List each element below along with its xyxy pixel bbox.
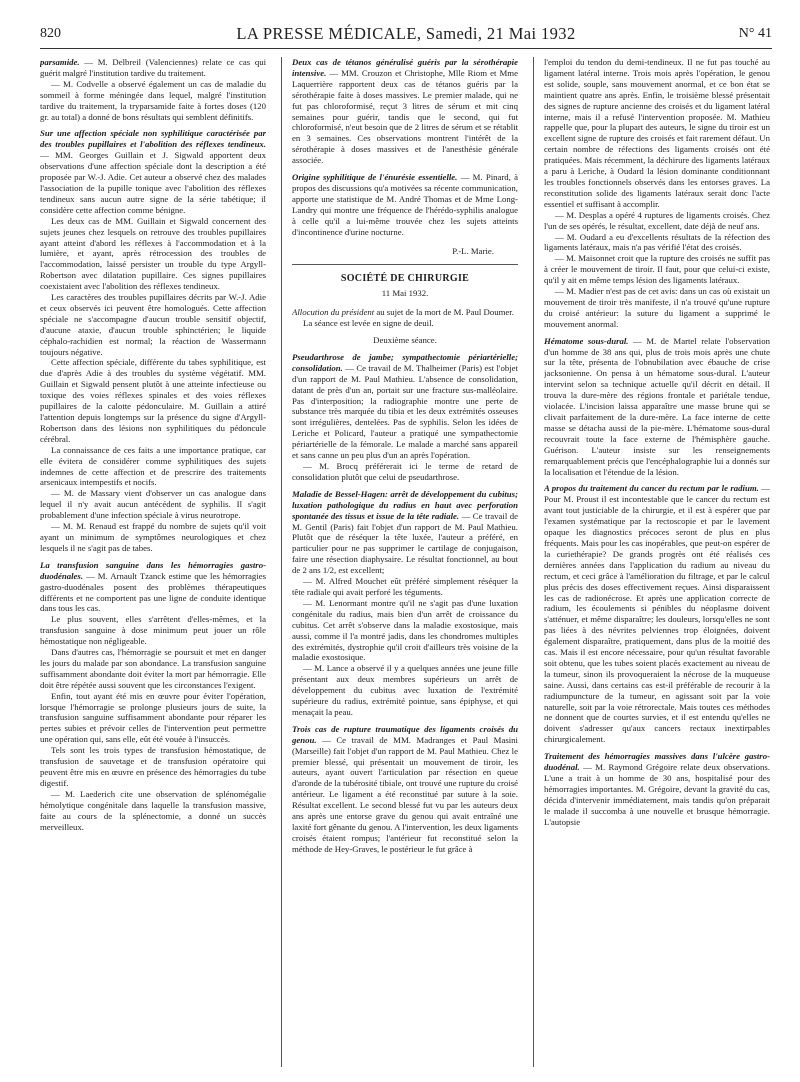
report-title: Maladie de Bessel-Hagen: arrêt de développement du cubitus; luxation pathologique du radius en haut avec perforation spontanée des tissus et issue de la tête radiale. bbox=[292, 488, 518, 521]
body-paragraph: Les deux cas de MM. Guillain et Sigwald concernent des sujets jeunes chez lesquels on retrouve des troubles pupillaires ayant atteint d'abord les réflexes à l'accommodation et à la lumière, et ayant, après rétrocession des troubles de l'accommodation, laissé persister un trouble du type Argyll-Robertson avec dilatation pupillaire. Ces signes pupillaires coexistaient avec l'abolition des réflexes tendineux. bbox=[40, 215, 266, 292]
report-text: — Ce travail de MM. Madranges et Paul Masini (Marseille) fait l'objet d'un rapport de M. Paul Mathieu. Chez le premier blessé, qui présentait un mouvement de tiroir, les auteurs, ayant ouvert l'articulation par résection en queue d'aronde de la tubérosité tibiale, ont trouvé une rupture du croisé antérieur. Le ligament a été reconstitué par suture à la soie. Résultat excellent. Le second blessé fut vu par les auteurs deux ans après une entorse grave du genou qui avait entraîné une laxité fort gênante du genou. A l'intervention, les deux ligaments croisés étaient rompus; l'antérieur fut reconstitué selon la méthode de Hey-Graves, le postérieur le fut grâce à bbox=[292, 734, 518, 854]
report-title: A propos du traitement du cancer du rectum par le radium. bbox=[544, 483, 759, 494]
allocution-title: Allocution du président bbox=[292, 307, 375, 318]
section-title: SOCIÉTÉ DE CHIRURGIE bbox=[340, 273, 470, 285]
report-title: Deux cas de tétanos généralisé guéris par la sérothérapie intensive. bbox=[292, 57, 518, 78]
report-title: Trois cas de rupture traumatique des ligaments croisés du genou. bbox=[292, 723, 518, 745]
allocution-text: au sujet de la mort de M. Paul Doumer. bbox=[374, 307, 514, 318]
report-title: Pseudarthrose de jambe; sympathectomie périartérielle; consolidation. bbox=[292, 351, 518, 373]
report-paragraph bbox=[544, 336, 770, 478]
report-text: — M. Raymond Grégoire relate deux observations. L'une a trait à un homme de 30 ans, hospitalisé pour des hémorragies importantes. M. Grégoire, devant la gravité du cas, décida d'intervenir immédiatement, mais tandis qu'on préparait le malade il succomba à une nouvelle et brusque hémorragie. L'autopsie bbox=[544, 762, 770, 827]
report-paragraph bbox=[292, 352, 518, 461]
report-paragraph bbox=[292, 57, 518, 166]
body-paragraph: — M. M. Renaud est frappé du nombre de sujets qu'il voit ayant un minimum de symptômes neurologiques et chez lesquels il ne s'agit pas de tabes. bbox=[40, 521, 266, 553]
body-paragraph: l'emploi du tendon du demi-tendineux. Il ne fut pas touché au ligament latéral interne. Trois mois après l'opération, le genou est solide, souple, sans mouvement anormal, et ce bon état se maintient quatre ans après. Enfin, le troisième blessé présentait des signes de rupture ancienne des croisés et du ligament latéral interne, mais il a refusé l'intervention proposée. M. Mathieu rappelle que, pour la plupart des auteurs, le signe du tiroir est un excellent signe de rupture des croisés et fait rarement défaut. Un certain nombre de réfections des ligaments croisés ont été pratiquées. Mais récemment, la déchirure des ligaments latéraux a paru à Leriche, à Oudard la lésion dominante conditionnant les troubles fonctionnels observés dans les entorses graves. La reconstitution solide des ligaments latéraux serait donc l'acte essentiel et suffisant à accomplir. bbox=[544, 57, 770, 209]
report-paragraph bbox=[40, 128, 266, 215]
page-header bbox=[40, 22, 772, 49]
report-text: — M. de Martel relate l'observation d'un homme de 38 ans qui, plus de trois mois après une chute sur la tête, présenta de l'obnubilation avec ébauche de crise jacksonienne. On pensa à un hématome sous-dural. L'auteur intervint selon sa technique actuelle qu'il décrit en détail. Il trouva la dure-mère des régions frontale et pariétale tendue, violacée. L'incision laissa apparaître une masse brune qui se clivait parfaitement de la dure-mère. La face interne de cette masse se détacha aussi de la pie-mère. L'hématome sous-dural recouvrait toute la face externe de l'hémisphère gauche. Guérison. L'auteur insiste sur les renseignements remarquablement précis que l'encéphalographie lui a donnés sur la localisation et l'étendue de la lésion. bbox=[544, 335, 770, 477]
session-date: 11 Mai 1932. bbox=[381, 288, 429, 299]
report-title: La transfusion sanguine dans les hémorragies gastro-duodénales. bbox=[40, 559, 266, 581]
body-paragraph: Le plus souvent, elles s'arrêtent d'elles-mêmes, et la transfusion sanguine à dose minimum peut jouer un rôle hémostatique non négligeable. bbox=[40, 614, 266, 647]
page-number: 820 bbox=[40, 26, 61, 41]
body-paragraph: — M. Brocq préférerait ici le terme de retard de consolidation plutôt que celui de pseudarthrose. bbox=[292, 461, 518, 482]
body-paragraph: — M. Desplas a opéré 4 ruptures de ligaments croisés. Chez l'un de ses opérés, le résultat, excellent, date déjà de neuf ans. bbox=[544, 209, 770, 231]
body-paragraph: — M. Oudard a eu d'excellents résultats de la réfection des ligaments latéraux, mais n'a pas vérifié l'état des croisés. bbox=[544, 231, 770, 253]
body-paragraph: Enfin, tout ayant été mis en œuvre pour éviter l'opération, lorsque l'hémorragie se prolonge plusieurs jours de suite, la transfusion sanguine suffisamment abondante pour réparer les pertes subies et prévoir celles de l'intervention peut permettre une opération qui, sans elle, eût été vouée à l'insuccès. bbox=[40, 690, 266, 745]
body-paragraph: — M. Lenormant montre qu'il ne s'agit pas d'une luxation congénitale du radius, mais bien d'un arrêt de croissance du cubitus. Cet arrêt s'observe dans la maladie exostosique, mais aussi, comme il l'a montré jadis, dans les chondromes multiples des extrémités, dystrophie qu'il croit d'ailleurs très voisine de la maladie exostosique. bbox=[292, 597, 518, 663]
session-label: Deuxième séance. bbox=[373, 335, 437, 346]
report-paragraph bbox=[40, 57, 266, 79]
section-divider bbox=[292, 264, 518, 265]
report-title: Sur une affection spéciale non syphilitique caractérisée par des troubles pupillaires et l'abolition des réflexes tendineux. bbox=[40, 128, 266, 150]
author-signature: P.-L. Marie. bbox=[452, 245, 494, 256]
report-paragraph bbox=[292, 172, 518, 237]
body-paragraph: Cette affection spéciale, différente du tabes syphilitique, est due d'après Adie à des troubles du système végétatif. MM. Guillain et Sigwald pensent plutôt à une atteinte infectieuse ou toxique des voies réflexes spinales et des voies réflexes pupillaires de la calotte pédonculaire. M. Guillain a attiré l'attention depuis longtemps sur la présence du signe d'Argyll-Robertson dans des lésions non syphilitiques du pédoncule cérébral. bbox=[40, 357, 266, 444]
column-rule bbox=[533, 57, 534, 1067]
column-rule bbox=[281, 57, 282, 1067]
report-text: — MM. Crouzon et Christophe, Mlle Riom et Mme Laquerrière rapportent deux cas de tétanos guéris par la sérothérapie faite à doses massives. Le premier malade, qui ne fut pas chloroformisé, reçut 3 litres de sérum et mit cinq semaines pour guérir, tandis que le second, qui fut chloroformisé, n'eut besoin que de 2 litres de sérum et se rétablit en 3 semaines. Ces observations montrent l'intérêt de la sérothérapie à doses massives et de l'anesthésie générale associée. bbox=[292, 67, 518, 166]
column-2 bbox=[292, 57, 518, 1069]
body-paragraph: — M. Laederich cite une observation de splénomégalie hémolytique congénitale dans laquelle la transfusion massive, faite au cours de la splénectomie, a donné un succès merveilleux. bbox=[40, 788, 266, 832]
body-paragraph: Les caractères des troubles pupillaires décrits par W.-J. Adie et ceux observés ici peuvent être homologués. Cette affection spéciale ne s'accompagne d'aucun trouble sensitif objectif, d'aucune ataxie, d'aucun trouble sphinctérien; le liquide céphalo-rachidien est normal; la réaction de Wassermann toujours négative. bbox=[40, 292, 266, 357]
body-paragraph: — M. de Massary vient d'observer un cas analogue dans lequel il n'y avait aucun antécédent de syphilis. Il s'agit probablement d'une infection spéciale à virus neurotrope. bbox=[40, 488, 266, 521]
report-text: — Pour M. Proust il est incontestable que le cancer du rectum est avant tout justiciable de la chirurgie, et il est à espérer que par l'examen systématique par la rectoscopie et par le lavement opaque les diagnostics précoces seront de plus en plus fréquents. Mais pour les cas inopérables, que peut-on espérer de la curiethérapie? De grands progrès ont été réalisés ces dernières années dans l'application du radium au niveau du rectum, et ceci grâce à l'amélioration du filtrage, et par le calcul plus précis des doses effectivement reçues. Ainsi disparaissent les cas de radionécrose. Et après une application correcte de radium, les écoulements si pénibles du néoplasme doivent s'atténuer, et même disparaître; les douleurs, lorsqu'elles ne sont pas liées à des névrites pelviennes trop éloignées, doivent également disparaître, pratiquement, dans plus de la moitié des cas. Mais il est encore nécessaire, pour qu'un résultat favorable soit obtenu, que les tubes soient placés exactement au niveau de la tumeur, sinon ils provoqueraient la nécrose de la muqueuse saine. Aussi, dans certains cas est-il préférable de recourir à la radiumpuncture de la tumeur, en agissant soit par la voie naturelle, soit par la voie rétrorectale. Mais toutes ces méthodes ne donnent que de courtes survies, et il est entendu qu'elles ne doivent s'adresser qu'aux cancers rectaux inextirpables chirurgicalement. bbox=[544, 483, 770, 745]
column-3 bbox=[544, 57, 770, 1069]
report-title: Hématome sous-dural. bbox=[544, 335, 629, 346]
body-paragraph: Dans d'autres cas, l'hémorragie se poursuit et met en danger les jours du malade par son abondance. La transfusion sanguine suffisamment abondante doit éviter la mort par hémorragie. Elle doit être répétée aussi souvent que les circonstances l'exigent. bbox=[40, 647, 266, 690]
report-title: parsamide. bbox=[40, 57, 80, 67]
column-1 bbox=[40, 57, 266, 1069]
report-paragraph bbox=[544, 483, 770, 745]
report-paragraph bbox=[292, 489, 518, 576]
journal-title: LA PRESSE MÉDICALE, Samedi, 21 Mai 1932 bbox=[236, 24, 576, 43]
report-text: — MM. Georges Guillain et J. Sigwald apportent deux observations d'une affection spéciale dont la description a été proposée par W.-J. Adie. Cet auteur a observé chez des malades l'association de la pupille tonique avec l'abolition des réflexes tendineux sans aucun autre signe de la série tabétique; il considère cette affection comme bénigne. bbox=[40, 150, 266, 215]
report-text: — Ce travail de M. Thalheimer (Paris) est l'objet d'un rapport de M. Paul Mathieu. L'absence de consolidation, datant de près d'un an, portait sur une fracture sus-malléolaire. Pas d'interposition; la radiographie montre une perte de substance très marquée du tibia et les deux extrémités osseuses sont irrégulières, dentelées. Pas de syphilis. Selon les idées de Leriche et Policard, l'auteur a pratiqué une sympathectomie périartérielle de la fémorale. Le malade a marché sans appareil et sans canne un peu plus d'un an après l'opération. bbox=[292, 362, 518, 461]
body-paragraph: La connaissance de ces faits a une importance pratique, car elle évitera de considérer comme syphilitiques des sujets indemnes de cette affection et de prescrire des traitements arsenicaux intempestifs et nocifs. bbox=[40, 444, 266, 488]
body-paragraph: — M. Lance a observé il y a quelques années une jeune fille présentant aux deux membres supérieurs un arrêt de développement du cubitus avec luxation de l'extrémité supérieure du radius, extrémité pointue, sans épiphyse, et qui menaçait la peau. bbox=[292, 663, 518, 717]
report-paragraph bbox=[40, 560, 266, 615]
body-paragraph: — M. Maisonnet croit que la rupture des croisés ne suffit pas à créer le mouvement de tiroir. Il faut, pour que celui-ci existe, qu'il y ait en même temps lésion des ligaments latéraux. bbox=[544, 253, 770, 286]
body-paragraph: — M. Madier n'est pas de cet avis: dans un cas où existait un mouvement de tiroir très manifeste, il n'a trouvé qu'une rupture du croisé antérieur: la suture du ligament a supprimé le mouvement anormal. bbox=[544, 286, 770, 329]
issue-number: N° 41 bbox=[738, 26, 772, 41]
report-paragraph bbox=[292, 724, 518, 855]
body-paragraph: — M. Alfred Mouchet eût préféré simplement réséquer la tête radiale qui avait perforé les téguments. bbox=[292, 576, 518, 597]
report-text: — M. Delbreil (Valenciennes) relate ce cas qui guérit malgré l'institution tardive du traitement. bbox=[40, 57, 266, 78]
body-paragraph: — M. Codvelle a observé également un cas de maladie du sommeil à forme méningée dans lequel, malgré l'institution tardive du traitement, la tryparsamide faite à fortes doses (120 gr. au total) a donné de bons résultats qui semblent définitifs. bbox=[40, 78, 266, 122]
report-title: Traitement des hémorragies massives dans l'ulcère gastro-duodénal. bbox=[544, 751, 770, 773]
body-paragraph: Tels sont les trois types de transfusion hémostatique, de transfusion de sauvetage et de transfusion opératoire qui peuvent être mis en œuvre en présence des hémorragies du tube digestif. bbox=[40, 745, 266, 788]
report-text: — M. Pinard, à propos des discussions qu'a motivées sa récente communication, apporte une statistique de M. André Thomas et de Mme Long-Landry qui montre une fréquence de l'hérédo-syphilis analogue à celle qu'il a lui-même trouvée chez les sujets atteints d'incontinence d'urine nocturne. bbox=[292, 172, 518, 237]
report-paragraph bbox=[544, 751, 770, 827]
report-text: — M. Arnault Tzanck estime que les hémorragies gastro-duodénales posent des problèmes thérapeutiques différents et ne comportent pas une ligne de conduite identique dans tous les cas. bbox=[40, 570, 266, 614]
allocution-note: La séance est levée en signe de deuil. bbox=[303, 318, 434, 329]
allocution bbox=[292, 307, 518, 318]
report-text: — Ce travail de M. Gentil (Paris) fait l'objet d'un rapport de M. Paul Mathieu. Plutôt que de réséquer la tête luxée, l'auteur a préféré, en particulier pour ne pas supprimer le cartilage de conjugaison, faire une résection diaphysaire. Le résultat fonctionnel, au bout de 2 ans 1/2, est excellent; bbox=[292, 510, 518, 576]
report-title: Origine syphilitique de l'énurésie essentielle. bbox=[292, 172, 458, 183]
